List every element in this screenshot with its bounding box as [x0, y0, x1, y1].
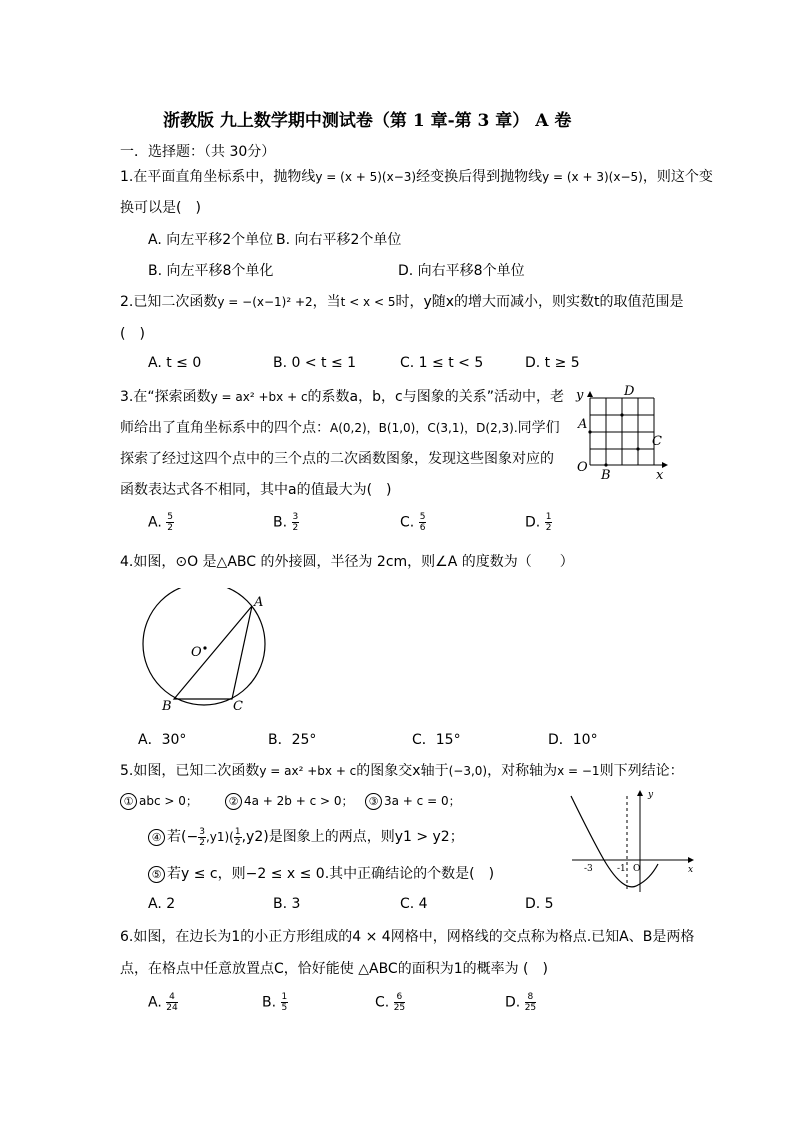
q3-grid-y-label: y	[576, 388, 584, 403]
q4-option-c[interactable]: C．15°	[412, 732, 461, 748]
question-6-line-1: 6.如图，在边长为1的小正方形组成的4 × 4网格中，网格线的交点称为格点.已知A、B是两格	[120, 929, 695, 945]
q3-grid-figure	[572, 383, 672, 481]
question-3-line-1: 3.在“探索函数y = ax² +bx + c的系数a，b，c与图象的关系”活动中，老	[120, 389, 564, 405]
q5-graph-x-label: x	[688, 865, 694, 875]
q3-grid-x-label: x	[656, 468, 664, 481]
question-2-line-1: 2.已知二次函数y = −(x−1)² +2，当t < x < 5时，y随x的增大而减小，则实数t的取值范围是	[120, 294, 684, 310]
q5-option-b[interactable]: B. 3	[273, 896, 301, 912]
q4-label-b: B	[162, 699, 172, 714]
q3-option-c[interactable]: C. $\frac{5}{6}$	[400, 512, 426, 533]
q5-conclusion-2: ② 4a + 2b + c > 0；	[225, 792, 354, 810]
q2-option-b[interactable]: B. 0 < t ≤ 1	[273, 355, 357, 371]
q3-option-a[interactable]: A. $\frac{5}{2}$	[148, 512, 173, 533]
section-heading: 一．选择题：（共 30分）	[120, 144, 276, 160]
q6-option-a[interactable]: A. $\frac{4}{24}$	[148, 992, 178, 1013]
q5-graph-y-label: y	[648, 790, 654, 800]
q5-option-d[interactable]: D. 5	[525, 896, 554, 912]
question-4-text: 4.如图，⊙O 是△ABC 的外接圆，半径为 2cm，则∠A 的度数为（ ）	[120, 554, 574, 570]
q1-option-c[interactable]: B. 向左平移8个单化	[148, 263, 274, 279]
q1-option-b[interactable]: B. 向右平移2个单位	[276, 232, 402, 248]
question-5-line-1: 5.如图，已知二次函数y = ax² +bx + c的图象交x轴于(−3,0)，对称轴为x = −1则下列结论：	[120, 763, 684, 779]
q6-option-b[interactable]: B. $\frac{1}{5}$	[262, 992, 288, 1013]
q3-grid-point-b-label: B	[601, 468, 611, 481]
q5-graph-label-minus1: -1	[617, 864, 626, 874]
q1-option-d[interactable]: D. 向右平移8个单位	[398, 263, 525, 279]
q5-graph-label-minus3: -3	[584, 864, 593, 874]
q6-option-c[interactable]: C. $\frac{6}{25}$	[375, 992, 406, 1013]
q5-option-a[interactable]: A. 2	[148, 896, 176, 912]
q4-label-a: A	[254, 595, 264, 610]
q3-grid-origin-label: O	[577, 460, 588, 475]
q5-graph-origin-label: O	[633, 864, 641, 874]
q1-option-a[interactable]: A. 向左平移2个单位	[148, 232, 274, 248]
q5-conclusion-4: ④ 若(− $\frac{3}{2}$ ,y1)( $\frac{1}{2}$ ,y2)是图象上的两点，则y1 > y2；	[148, 826, 464, 848]
q5-conclusion-1: ① abc > 0；	[120, 792, 198, 810]
q5-conclusion-5: ⑤ 若y ≤ c，则−2 ≤ x ≤ 0.其中正确结论的个数是( )	[148, 863, 494, 883]
q5-parabola-figure	[562, 784, 697, 899]
question-1-line-1: 1.在平面直角坐标系中，抛物线y = (x + 5)(x−3)经变换后得到抛物线y = (x + 3)(x−5)，则这个变	[120, 169, 713, 185]
q3-grid-point-c-label: C	[652, 434, 662, 449]
q3-option-d[interactable]: D. $\frac{1}{2}$	[525, 512, 552, 533]
question-6-line-2: 点，在格点中任意放置点C，恰好能使 △ABC的面积为1的概率为 ( )	[120, 961, 548, 977]
q4-circle-figure	[135, 588, 280, 716]
q2-option-d[interactable]: D. t ≥ 5	[525, 355, 580, 371]
question-1-line-2: 换可以是( )	[120, 200, 201, 216]
q2-option-c[interactable]: C. 1 ≤ t < 5	[400, 355, 484, 371]
q4-option-b[interactable]: B．25°	[268, 732, 317, 748]
q4-option-a[interactable]: A．30°	[138, 732, 187, 748]
q3-option-b[interactable]: B. $\frac{3}{2}$	[273, 512, 299, 533]
q2-option-a[interactable]: A. t ≤ 0	[148, 355, 202, 371]
question-3-line-3: 探索了经过这四个点中的三个点的二次函数图象，发现这些图象对应的	[120, 451, 554, 467]
q3-grid-point-a-label: A	[578, 417, 588, 432]
q5-option-c[interactable]: C. 4	[400, 896, 428, 912]
q6-option-d[interactable]: D. $\frac{8}{25}$	[505, 992, 537, 1013]
question-3-line-2: 师给出了直角坐标系中的四个点：A(0,2)，B(1,0)，C(3,1)，D(2,3).同学们	[120, 420, 560, 436]
question-3-line-4: 函数表达式各不相同，其中a的值最大为( )	[120, 482, 392, 498]
q3-grid-point-d-label: D	[624, 384, 635, 399]
q4-option-d[interactable]: D．10°	[548, 732, 598, 748]
q5-conclusion-3: ③ 3a + c = 0；	[365, 792, 461, 810]
q4-label-c: C	[233, 699, 243, 714]
q4-label-o: O	[191, 645, 202, 660]
page-title: 浙教版 九上数学期中测试卷（第 1 章-第 3 章） A 卷	[163, 111, 572, 131]
question-2-line-2: ( )	[120, 326, 145, 342]
